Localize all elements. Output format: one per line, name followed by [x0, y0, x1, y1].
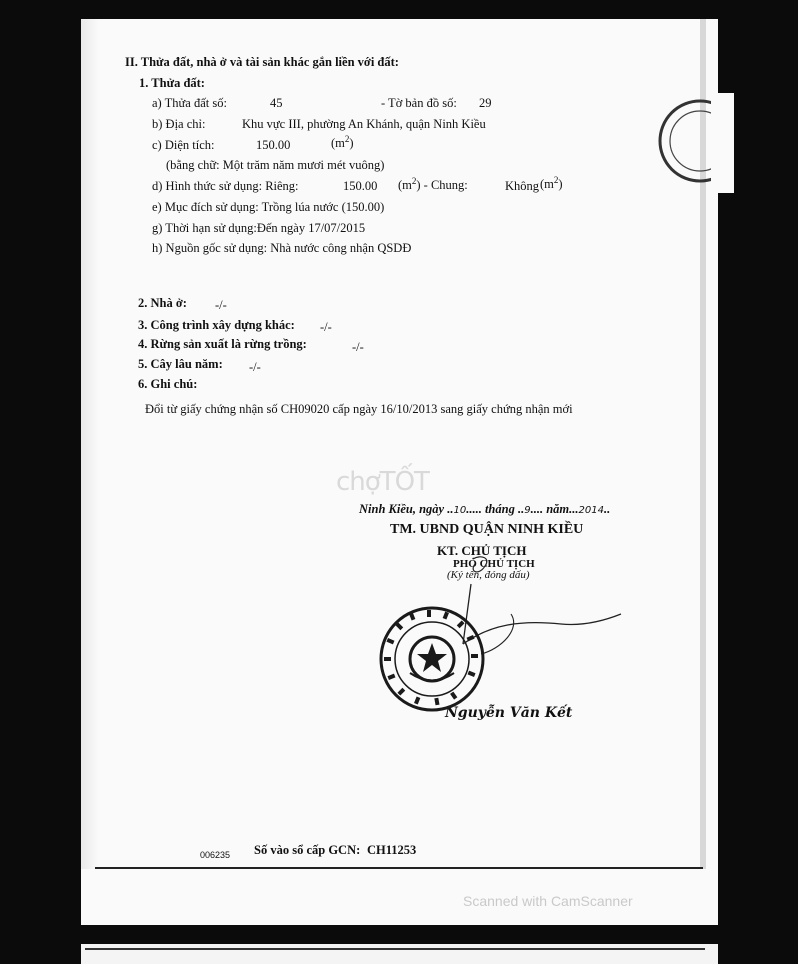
position-deputy: PHÓ CHỦ TỊCH: [453, 558, 535, 570]
address-value: Khu vực III, phường An Khánh, quận Ninh Kiều: [242, 117, 486, 131]
area-unit: $(m^2)$: [331, 134, 354, 151]
scan-shadow: [81, 19, 99, 869]
authority: TM. UBND QUẬN NINH KIỀU: [390, 522, 584, 537]
address-label: b) Địa chỉ:: [152, 117, 206, 131]
area-in-words: (bằng chữ: Một trăm năm mươi mét vuông): [166, 158, 385, 172]
item-perennial-value: -/-: [249, 360, 261, 374]
item-house-label: 2. Nhà ở:: [138, 296, 187, 310]
use-form-unit: $(m^2)$ - Chung:: [398, 176, 468, 193]
item-construction-label: 3. Công trình xây dựng khác:: [138, 318, 295, 332]
camscanner-label: Scanned with CamScanner: [463, 893, 633, 909]
document-page: [81, 19, 718, 925]
duration: g) Thời hạn sử dụng:Đến ngày 17/07/2015: [152, 221, 366, 235]
section-title: II. Thửa đất, nhà ở và tài sản khác gắn liền với đất:: [125, 55, 399, 69]
item-notes-label: 6. Ghi chú:: [138, 377, 198, 391]
common-value: Không: [505, 179, 540, 193]
map-number: 29: [479, 96, 492, 110]
use-form-value: 150.00: [343, 179, 378, 193]
purpose: e) Mục đích sử dụng: Trồng lúa nước (150.00): [152, 200, 385, 214]
next-page-edge: [81, 944, 718, 964]
map-label: - Tờ bản đồ số:: [381, 96, 457, 110]
area-value: 150.00: [256, 138, 291, 152]
origin: h) Nguồn gốc sử dụng: Nhà nước công nhận QSDĐ: [152, 241, 412, 255]
next-page-rule: [85, 948, 705, 950]
parcel-number: 45: [270, 96, 283, 110]
item-forest-value: -/-: [352, 340, 364, 354]
item-forest-label: 4. Rừng sản xuất là rừng trồng:: [138, 337, 307, 351]
parcel-label: a) Thửa đất số:: [152, 96, 227, 110]
partial-stamp-icon: [654, 93, 734, 193]
item-house-value: -/-: [215, 298, 227, 312]
signer-name: Nguyễn Văn Kết: [445, 705, 573, 721]
position-main: KT. CHỦ TỊCH: [437, 543, 527, 558]
use-form-label: d) Hình thức sử dụng: Riêng:: [152, 179, 299, 193]
area-label: c) Diện tích:: [152, 138, 215, 152]
land-heading: 1. Thửa đất:: [139, 76, 205, 90]
official-seal-icon: [377, 603, 487, 715]
date-line: Ninh Kiều, ngày ..10..... tháng ..9.... năm...2014..: [359, 502, 611, 516]
common-unit: $(m^2)$: [540, 175, 563, 192]
register-label: Số vào sổ cấp GCN:: [254, 843, 361, 857]
item-construction-value: -/-: [320, 320, 332, 334]
serial-small: 006235: [200, 850, 231, 860]
register-number: CH11253: [367, 843, 417, 857]
page-bottom-rule: [95, 867, 703, 869]
note-text: Đổi từ giấy chứng nhận số CH09020 cấp ngày 16/10/2013 sang giấy chứng nhận mới: [145, 402, 573, 416]
item-perennial-label: 5. Cây lâu năm:: [138, 357, 223, 371]
sign-hint: (Ký tên, đóng dấu): [447, 569, 530, 581]
chotot-watermark: chợTỐT: [336, 467, 429, 497]
